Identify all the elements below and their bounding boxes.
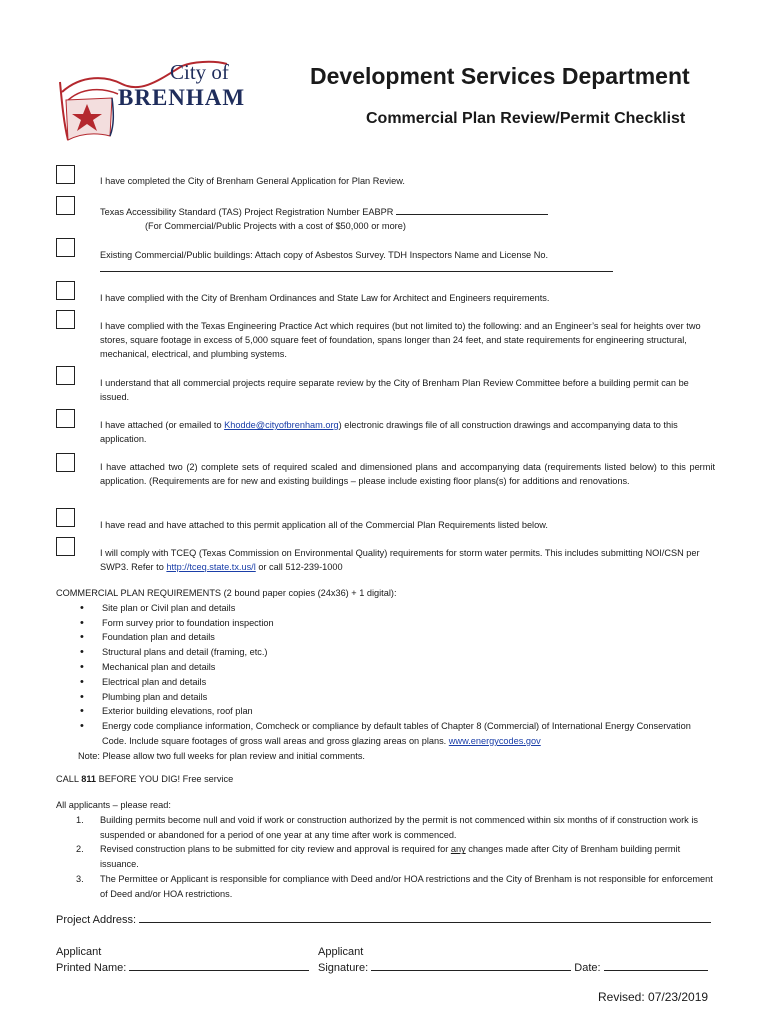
checkbox-general-application[interactable] [56,165,75,184]
logo-brenham: BRENHAM [118,85,246,110]
revised-date: Revised: 07/23/2019 [598,990,709,1004]
date-line[interactable] [604,961,708,971]
tceq-link[interactable]: http://tceq.state.tx.us/l [166,562,256,572]
list-item: • Site plan or Civil plan and details [102,601,716,616]
list-item: 3. The Permittee or Applicant is responsible for compliance with Deed and/or HOA restrictions and the City of Brenham is not responsible for enforcement of Deed and/or HOA restrictions. [76,873,713,899]
signature-line[interactable] [371,961,571,971]
commercial-requirements-section [56,586,716,764]
list-item: • Exterior building elevations, roof plan [102,704,716,719]
energycodes-link[interactable]: www.energycodes.gov [448,735,541,746]
checkbox-commercial-requirements[interactable] [56,508,75,527]
project-address-field: Project Address: [56,913,711,926]
printed-name-line[interactable] [129,961,309,971]
checklist-item: I understand that all commercial projects require separate review by the City of Brenham Plan Review Committee before a building permit can be issued. [100,378,689,402]
email-link[interactable]: Khodde@cityofbrenham.org [224,420,339,430]
checkbox-electronic-drawings[interactable] [56,409,75,428]
checkbox-plan-sets[interactable] [56,453,75,472]
checklist-item: I have complied with the Texas Engineering Practice Act which requires (but not limited to) the following: and an Engineer’s seal for heights over two stores, square footage in excess of 5,000 square feet of foundation, spans longer than 24 feet, and state requirements for engineering structural, mechanical, electrical, and plumbing systems. [100,321,701,359]
checkbox-architect-engineer[interactable] [56,281,75,300]
inspector-license-line[interactable] [100,262,613,272]
list-item: • Plumbing plan and details [102,690,716,705]
checklist-item: I have read and have attached to this permit application all of the Commercial Plan Requirements listed below. [100,520,548,530]
checkbox-asbestos-survey[interactable] [56,238,75,257]
checklist-item: Texas Accessibility Standard (TAS) Project Registration Number EABPR (For Commercial/Public Projects with a cost of $50,000 or more) [100,205,715,233]
list-item: • Form survey prior to foundation inspection [102,616,716,631]
requirements-note: Note: Please allow two full weeks for plan review and initial comments. [78,750,365,761]
logo-city-of: City of [170,60,229,84]
checkbox-plan-review-committee[interactable] [56,366,75,385]
checklist-item: Existing Commercial/Public buildings: Attach copy of Asbestos Survey. TDH Inspectors Name and License No. [100,248,715,276]
list-item: 1. Building permits become null and void if work or construction authorized by the permit is not commenced within six months of if construction work is suspended or abandoned for a period of one year at any time after work is commenced. [76,814,698,840]
project-address-line[interactable] [139,913,711,923]
list-item: • Foundation plan and details [102,630,716,645]
eabpr-number-line[interactable] [396,205,548,215]
signature-field: Applicant Signature: Date: [318,944,708,976]
applicants-section [56,798,716,902]
checklist-item: I have completed the City of Brenham General Application for Plan Review. [100,176,405,186]
applicants-heading: All applicants – please read: [56,800,171,810]
requirements-heading: COMMERCIAL PLAN REQUIREMENTS (2 bound paper copies (24x36) + 1 digital): [56,588,397,598]
list-item: 2. Revised construction plans to be submitted for city review and approval is required for any changes made after City of Brenham building permit issuance. [76,844,681,870]
list-item: • Structural plans and detail (framing, etc.) [102,645,716,660]
checkbox-tceq[interactable] [56,537,75,556]
list-item: • Energy code compliance information, Comcheck or compliance by default tables of Chapter 8 (Commercial) of International Energy Conservation Code. Include square footages of gross wall areas and gross glazing areas on plans. www.energycodes.gov [102,719,716,749]
call-811-notice: CALL 811 BEFORE YOU DIG! Free service [56,774,234,784]
checklist-item: I will comply with TCEQ (Texas Commission on Environmental Quality) requirements for storm water permits. This includes submitting NOI/CSN per SWP3. Refer to http://tceq.state.tx.us/l or call 512-239-1000 [100,548,700,572]
page-title: Development Services Department [310,63,690,89]
list-item: • Electrical plan and details [102,675,716,690]
city-of-brenham-logo [52,54,246,144]
page-subtitle: Commercial Plan Review/Permit Checklist [366,110,686,127]
list-item: • Mechanical plan and details [102,660,716,675]
checklist-item: I have complied with the City of Brenham Ordinances and State Law for Architect and Engineers requirements. [100,293,550,303]
checklist-item: I have attached two (2) complete sets of required scaled and dimensioned plans and accompanying data (requirements listed below) to this permit application. (Requirements are for new and existing buildings – please include existing floor plans(s) for additions and renovations. [100,462,715,486]
applicants-list [56,813,716,902]
requirements-list [56,601,716,749]
checklist-item: I have attached (or emailed to Khodde@cityofbrenham.org) electronic drawings file of all construction drawings and accompanying data to this application. [100,420,678,444]
checkbox-tas-registration[interactable] [56,196,75,215]
checkbox-engineering-practice[interactable] [56,310,75,329]
printed-name-field: Applicant Printed Name: [56,944,309,976]
